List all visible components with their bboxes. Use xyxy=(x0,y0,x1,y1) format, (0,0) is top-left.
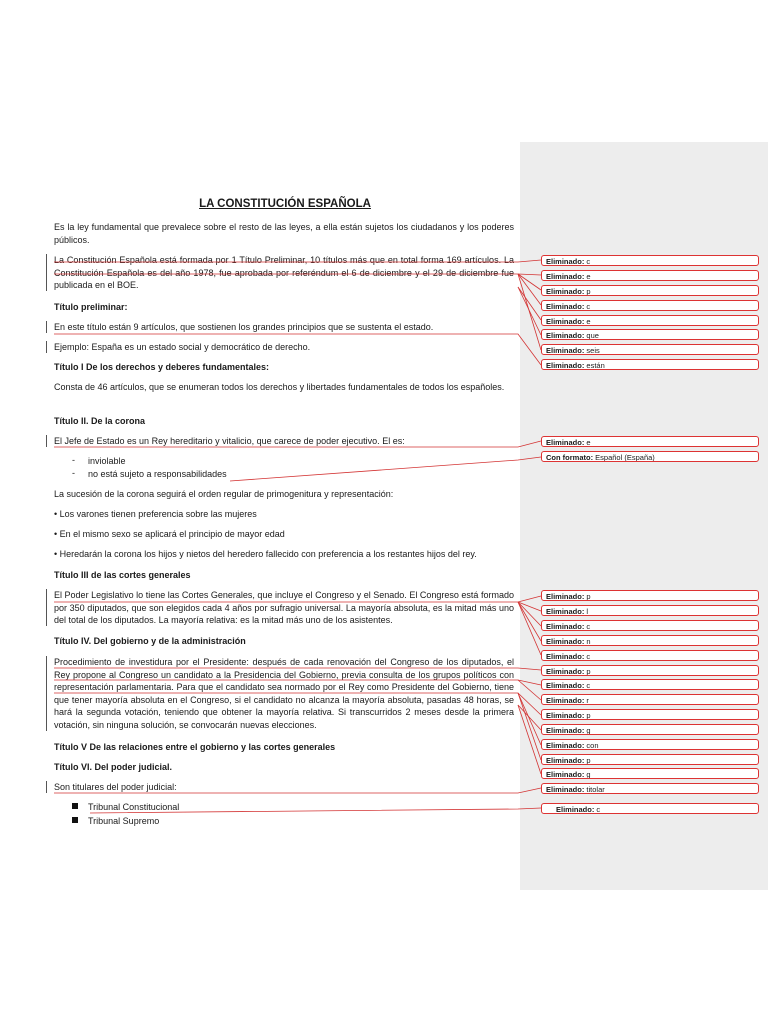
comment-label: Eliminado: xyxy=(546,317,585,326)
bullet-item: • Los varones tienen preferencia sobre las mujeres xyxy=(54,509,257,519)
comment-label: Eliminado: xyxy=(546,622,585,631)
comment-label: Eliminado: xyxy=(546,346,585,355)
comment-value: con xyxy=(584,741,599,750)
comment-label: Eliminado: xyxy=(546,331,585,340)
revision-comment[interactable] xyxy=(541,665,759,676)
comment-value: c xyxy=(584,622,591,631)
comment-label: Con formato: xyxy=(546,453,594,462)
revision-comment[interactable] xyxy=(541,803,759,814)
comment-label: Eliminado: xyxy=(546,711,585,720)
revision-comment[interactable] xyxy=(541,344,759,355)
comment-label: Eliminado: xyxy=(546,607,585,616)
heading: Título III de las cortes generales xyxy=(54,570,191,580)
paragraph: El Poder Legislativo lo tiene las Cortes Generales, que incluye el Congreso y el Senado. El Congreso está formado por 350 diputados, que son elegidos cada 4 años por sufragio universal. La mayoría absoluta, es la mitad más uno del total de los diputados. La mayoría relativa: es la mitad más uno de los asistentes. xyxy=(54,590,514,626)
revision-comment[interactable] xyxy=(541,300,759,311)
heading: Título preliminar: xyxy=(54,302,128,312)
revision-comment[interactable] xyxy=(541,650,759,661)
revision-comment[interactable] xyxy=(541,694,759,705)
revision-comment[interactable] xyxy=(541,783,759,794)
comment-value: r xyxy=(584,696,589,705)
revision-comment[interactable] xyxy=(541,436,759,447)
bullet-item: • Heredarán la corona los hijos y nietos del heredero fallecido con preferencia a los restantes hijos del rey. xyxy=(54,549,477,559)
paragraph: Ejemplo: España es un estado social y democrático de derecho. xyxy=(54,342,311,352)
revision-comment[interactable] xyxy=(541,635,759,646)
comment-label: Eliminado: xyxy=(546,361,585,370)
heading: Título VI. Del poder judicial. xyxy=(54,762,173,772)
comment-value: c xyxy=(584,681,591,690)
comment-value: l xyxy=(584,607,589,616)
comment-value: p xyxy=(584,287,591,296)
list-square-bullet xyxy=(72,817,78,823)
comment-value: están xyxy=(584,361,605,370)
paragraph: Son titulares del poder judicial: xyxy=(54,782,177,792)
paragraph: La Constitución Española está formada por 1 Título Preliminar, 10 títulos más que en total forma 169 artículos. La Constitución Española es del año 1978, fue aprobada por referéndum el 6 de diciembre y el 29 de diciembre fue publicada en el BOE. xyxy=(54,255,514,291)
paragraph: Es la ley fundamental que prevalece sobre el resto de las leyes, a ella están sujetos los ciudadanos y los poderes públicos. xyxy=(54,222,514,245)
comment-label: Eliminado: xyxy=(546,302,585,311)
heading: Título V De las relaciones entre el gobierno y las cortes generales xyxy=(54,742,336,752)
comment-label: Eliminado: xyxy=(546,785,585,794)
revision-comment[interactable] xyxy=(541,255,759,266)
comment-label: Eliminado: xyxy=(546,770,585,779)
comment-value: e xyxy=(584,272,591,281)
list-item: Tribunal Supremo xyxy=(88,816,160,826)
change-bar xyxy=(46,435,47,447)
comment-label: Eliminado: xyxy=(556,805,595,814)
change-bar xyxy=(46,781,47,793)
comment-value: p xyxy=(584,592,591,601)
comment-label: Eliminado: xyxy=(546,438,585,447)
comment-label: Eliminado: xyxy=(546,681,585,690)
comment-value: p xyxy=(584,711,591,720)
revision-comment[interactable] xyxy=(541,315,759,326)
revision-comment[interactable] xyxy=(541,359,759,370)
heading: Título I De los derechos y deberes fundamentales: xyxy=(54,362,270,372)
comment-label: Eliminado: xyxy=(546,652,585,661)
comment-label: Eliminado: xyxy=(546,287,585,296)
comment-value: Español (España) xyxy=(593,453,655,462)
comment-value: e xyxy=(584,438,591,447)
list-item: Tribunal Constitucional xyxy=(88,802,180,812)
list-square-bullet xyxy=(72,803,78,809)
comment-value: n xyxy=(584,637,591,646)
revision-comment[interactable] xyxy=(541,709,759,720)
comment-value: c xyxy=(584,257,591,266)
change-bar xyxy=(46,341,47,353)
comment-value: seis xyxy=(584,346,600,355)
heading: Título II. De la corona xyxy=(54,416,146,426)
paragraph: Procedimiento de investidura por el Presidente: después de cada renovación del Congreso de los diputados, el Rey propone al Congreso un candidato a la Presidencia del Gobierno, previa consulta de los grupos políticos con representación parlamentaria. Para que el candidato sea normado por el Rey como Presidente del Gobierno, tiene que tener mayoría absoluta en el Congreso, si el candidato no alcanza la mayoría absoluta, pasadas 48 horas, se hará la segunda votación, teniendo que obtener la mayoría relativa. Si transcurridos 2 meses desde la primera votación, sin ninguna solución, se convocarán nuevas elecciones. xyxy=(54,657,514,730)
revision-comment[interactable] xyxy=(541,590,759,601)
revision-comment[interactable] xyxy=(541,679,759,690)
comment-value: e xyxy=(584,317,591,326)
comment-value: c xyxy=(584,302,591,311)
list-item: no está sujeto a responsabilidades xyxy=(88,469,227,479)
revision-comment[interactable] xyxy=(541,270,759,281)
comment-label: Eliminado: xyxy=(546,592,585,601)
comment-value: que xyxy=(584,331,599,340)
list-dash: - xyxy=(72,468,75,478)
paragraph: En este título están 9 artículos, que sostienen los grandes principios que se sustenta el estado. xyxy=(54,322,434,332)
comment-value: c xyxy=(584,652,591,661)
comment-value: g xyxy=(584,770,591,779)
revision-comment[interactable] xyxy=(541,724,759,735)
change-bar xyxy=(46,254,47,291)
change-bar xyxy=(46,589,47,626)
heading: Título IV. Del gobierno y de la administración xyxy=(54,636,246,646)
list-dash: - xyxy=(72,455,75,465)
comment-label: Eliminado: xyxy=(546,741,585,750)
comment-value: p xyxy=(584,756,591,765)
comment-value: c xyxy=(594,805,601,814)
document-title: LA CONSTITUCIÓN ESPAÑOLA xyxy=(199,198,371,210)
comment-value: g xyxy=(584,726,591,735)
paragraph: La sucesión de la corona seguirá el orden regular de primogenitura y representación: xyxy=(54,489,394,499)
change-bar xyxy=(46,321,47,333)
comment-value: titolar xyxy=(584,785,605,794)
revision-comment[interactable] xyxy=(541,768,759,779)
comment-label: Eliminado: xyxy=(546,257,585,266)
revision-comment[interactable] xyxy=(541,451,759,462)
revision-comment[interactable] xyxy=(541,739,759,750)
comment-label: Eliminado: xyxy=(546,272,585,281)
revision-comment[interactable] xyxy=(541,754,759,765)
comment-label: Eliminado: xyxy=(546,637,585,646)
bullet-item: • En el mismo sexo se aplicará el principio de mayor edad xyxy=(54,529,285,539)
paragraph: El Jefe de Estado es un Rey hereditario y vitalicio, que carece de poder ejecutivo. El es: xyxy=(54,436,405,446)
change-bar xyxy=(46,656,47,731)
revision-comment[interactable] xyxy=(541,605,759,616)
comment-label: Eliminado: xyxy=(546,726,585,735)
comment-label: Eliminado: xyxy=(546,696,585,705)
list-item: inviolable xyxy=(88,456,126,466)
revision-comment[interactable] xyxy=(541,620,759,631)
comment-label: Eliminado: xyxy=(546,667,585,676)
paragraph: Consta de 46 artículos, que se enumeran todos los derechos y libertades fundamentales de todos los españoles. xyxy=(54,382,505,392)
comment-label: Eliminado: xyxy=(546,756,585,765)
revision-comment[interactable] xyxy=(541,285,759,296)
comment-value: p xyxy=(584,667,591,676)
revision-comment[interactable] xyxy=(541,329,759,340)
